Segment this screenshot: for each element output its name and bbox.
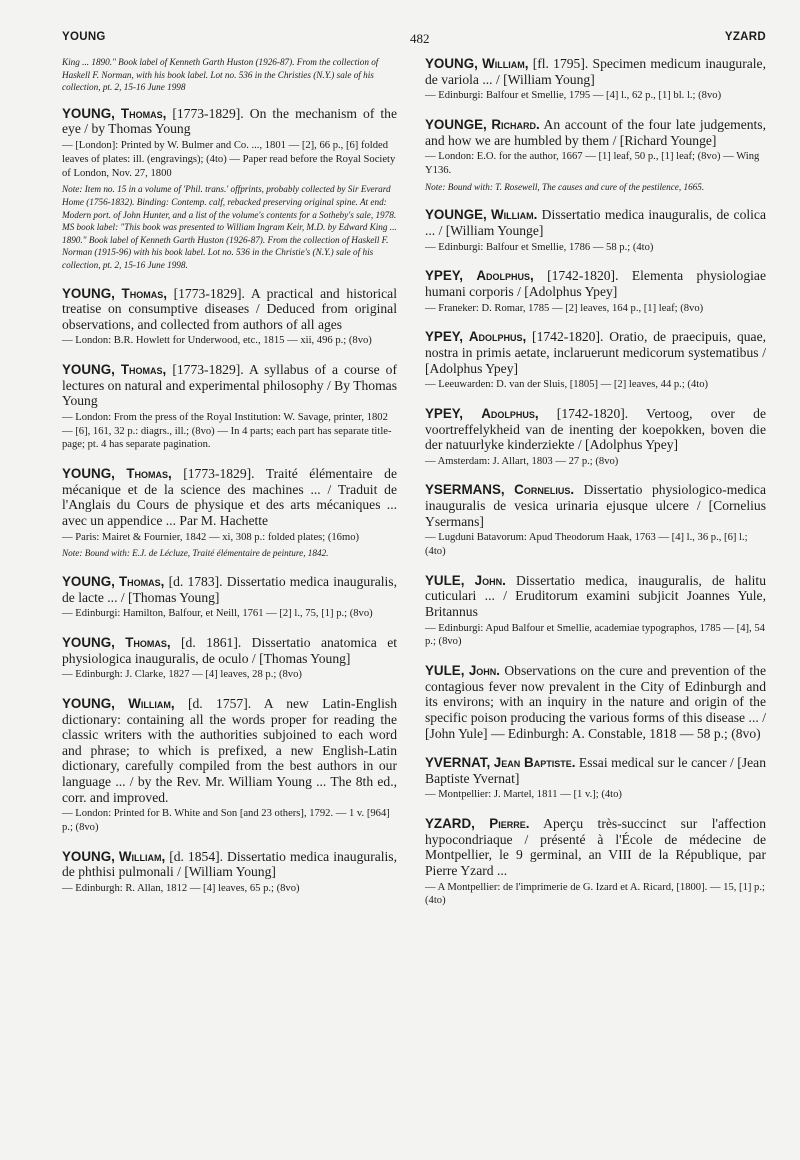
entry-heading xyxy=(62,106,397,137)
catalogue-entry xyxy=(62,362,397,452)
entry-surname: YOUNG, xyxy=(62,362,115,378)
entry-heading xyxy=(62,574,397,605)
entry-forename: Adolphus, xyxy=(468,329,527,345)
continued-note: King ... 1890." Book label of Kenneth Garth Huston (1926-87). From the collection of Haskell F. Norman, with his book label. Lot no. 536 in the Christies (N.Y.) sale of his collection, pt. 2, 15-16 June 1998 xyxy=(62,57,379,93)
entry-heading xyxy=(425,406,766,453)
entry-title: [1742-1820]. Elementa physiologiae humani corporis / [Adolphus Ypey] xyxy=(425,268,766,299)
entry-forename: Thomas, xyxy=(121,285,167,301)
entry-title: [fl. 1795]. Specimen medicum inaugurale, de variola ... / [William Young] xyxy=(425,56,766,87)
entry-imprint: — Edinburgi: Balfour et Smellie, 1795 — [4] l., 62 p., [1] bl. l.; (8vo) xyxy=(425,90,722,102)
entry-imprint: — [London]: Printed by W. Bulmer and Co. ..., 1801 — [2], 66 p., [6] folded leaves of plates: ill. (engravings); (4to) — Paper read before the Royal Society of London, Nov. 27, 1800 xyxy=(62,139,396,179)
entry-title: Dissertatio medica, inauguralis, de halitu cuticulari ... / Eruditorum examini subjicit Joannes Yule, Britannus xyxy=(425,572,766,620)
entry-surname: YOUNG, xyxy=(62,574,115,590)
entry-forename: Cornelius. xyxy=(514,482,575,498)
entry-forename: Thomas, xyxy=(120,105,167,121)
entry-title: [d. 1783]. Dissertatio medica inauguralis, de lacte ... / [Thomas Young] xyxy=(62,574,397,605)
catalogue-entry xyxy=(62,849,397,896)
entry-surname: YULE, xyxy=(425,663,465,679)
entry-forename: William, xyxy=(482,56,529,71)
right-column xyxy=(425,56,766,922)
entry-forename: John. xyxy=(468,663,500,679)
catalogue-entry xyxy=(425,207,766,254)
entry-heading xyxy=(425,117,766,148)
entry-forename: Thomas, xyxy=(125,635,171,651)
entry-surname: YOUNG, xyxy=(62,466,115,482)
header-left-guide-word: YOUNG xyxy=(62,31,106,43)
entry-heading xyxy=(425,207,766,238)
entry-title: [1773-1829]. A practical and historical treatise on consumptive diseases / Deduced from original observations, and collected from authors of all ages xyxy=(62,285,397,332)
entry-surname: YOUNG, xyxy=(62,848,115,864)
entry-forename: Thomas, xyxy=(119,574,165,590)
entry-heading xyxy=(62,466,397,528)
entry-title: [d. 1861]. Dissertatio anatomica et physiologica inauguralis, de oculo / [Thomas Young] xyxy=(62,635,398,666)
catalogue-entry xyxy=(425,406,766,469)
entry-imprint: — London: E.O. for the author, 1667 — [1] leaf, 50 p., [1] leaf; (8vo) — Wing Y136. xyxy=(425,151,760,176)
entry-heading xyxy=(62,849,397,880)
header-right-guide-word: YZARD xyxy=(724,31,766,43)
entry-imprint: — Leeuwarden: D. van der Sluis, [1805] — [2] leaves, 44 p.; (4to) xyxy=(425,379,709,391)
entry-imprint: — Franeker: D. Romar, 1785 — [2] leaves, 164 p., [1] leaf; (8vo) xyxy=(425,302,704,314)
entry-forename: Adolphus, xyxy=(481,405,539,421)
catalogue-entry xyxy=(425,268,766,315)
catalogue-entry xyxy=(425,56,766,103)
entry-title: [d. 1854]. Dissertatio medica inauguralis, de phthisi pulmonali / [William Young] xyxy=(62,848,397,880)
entry-surname: YZARD, xyxy=(425,816,475,832)
entry-surname: YPEY, xyxy=(425,329,463,345)
entry-title: [1773-1829]. Traité élémentaire de mécanique et de la science des machines ... / Traduit de l'Anglais du Cours de physique et des arts mécaniques ... avec un appendice ... Par M. Hachette xyxy=(62,466,397,529)
entry-forename: Adolphus, xyxy=(476,268,534,284)
catalogue-entry xyxy=(425,117,766,193)
entry-title: Aperçu très-succinct sur l'affection hypocondriaque / présenté à l'École de médecine de Montpellier, le 9 germinal, an VIII de la République, par Pierre Yzard ... xyxy=(425,816,767,878)
catalogue-entry xyxy=(62,574,397,621)
entry-imprint: — Montpellier: J. Martel, 1811 — [1 v.]; (4to) xyxy=(425,789,622,801)
entry-heading xyxy=(425,329,766,376)
entry-heading xyxy=(425,755,766,786)
catalogue-entry xyxy=(425,663,766,741)
entry-surname: YPEY, xyxy=(425,405,463,421)
entry-title: [d. 1757]. A new Latin-English dictionary: containing all the words proper for reading the classic writers with the authorities subjoined to each word and phrase; to which is prefixed, a new English-Latin dictionary, carefully compiled from the best authors in our language ... / by the Rev. Mr. William Young ... The 8th ed., corr. and improved. xyxy=(62,696,397,805)
entry-surname: YOUNG, xyxy=(62,285,115,301)
entry-imprint: — Edinburgh: J. Clarke, 1827 — [4] leaves, 28 p.; (8vo) xyxy=(62,669,302,681)
entry-heading xyxy=(425,663,766,741)
entry-surname: YOUNG, xyxy=(62,635,115,651)
page-number: 482 xyxy=(410,31,430,46)
entry-imprint: — London: From the press of the Royal Institution: W. Savage, printer, 1802 — [6], 161, 32 p.: diagrs., ill.; (8vo) — In 4 parts; each part has separate title-page; pt. 4 has separate pagination. xyxy=(62,411,392,451)
catalogue-entry xyxy=(62,696,397,835)
entry-imprint: — Edinburgh: R. Allan, 1812 — [4] leaves, 65 p.; (8vo) xyxy=(62,882,300,894)
catalogue-entry xyxy=(425,816,766,908)
entry-title: [1773-1829]. A syllabus of a course of lectures on natural and experimental philosophy / By Thomas Young xyxy=(62,362,397,409)
entry-imprint: — London: B.R. Howlett for Underwood, etc., 1815 — xii, 496 p.; (8vo) xyxy=(62,335,372,347)
entry-heading xyxy=(425,482,766,529)
entry-imprint: — Edinburgi: Hamilton, Balfour, et Neill, 1761 — [2] l., 75, [1] p.; (8vo) xyxy=(62,608,373,620)
entry-heading xyxy=(425,268,766,299)
entry-forename: Richard. xyxy=(491,116,540,132)
entry-surname: YOUNGE, xyxy=(425,207,487,223)
entry-surname: YVERNAT, xyxy=(425,755,491,771)
entry-surname: YSERMANS, xyxy=(425,482,505,498)
entry-surname: YPEY, xyxy=(425,268,463,284)
entry-imprint: — A Montpellier: de l'imprimerie de G. Izard et A. Ricard, [1800]. — 15, [1] p.; (4to) xyxy=(425,881,765,907)
entry-title: [1773-1829]. On the mechanism of the eye / by Thomas Young xyxy=(62,105,397,137)
entry-imprint: — Paris: Mairet & Fournier, 1842 — xi, 308 p.: folded plates; (16mo) xyxy=(62,531,360,543)
catalogue-entry xyxy=(62,635,397,682)
entry-heading xyxy=(62,635,397,666)
entry-title: Observations on the cure and prevention of the contagious fever now prevalent in the City of Edinburgh and its environs; with an inquiry in the nature and origin of the specific poison producing the various forms of this disease ... / [John Yule] — Edinburgh: A. Constable, 1818 — 58 p.; (8vo) xyxy=(425,663,766,741)
entry-surname: YULE, xyxy=(425,572,465,588)
entry-heading xyxy=(62,696,397,805)
catalogue-entry xyxy=(425,573,766,649)
catalogue-entry xyxy=(62,286,397,349)
entry-forename: Thomas, xyxy=(120,362,167,378)
entry-surname: YOUNG, xyxy=(62,105,115,121)
entry-heading xyxy=(425,573,766,620)
entry-imprint: — Edinburgi: Balfour et Smellie, 1786 — 58 p.; (4to) xyxy=(425,241,654,253)
entry-heading xyxy=(62,362,397,409)
entry-heading xyxy=(425,56,766,87)
entry-surname: YOUNG, xyxy=(425,56,478,71)
entry-forename: William. xyxy=(491,207,538,223)
entry-heading xyxy=(62,286,397,333)
entry-title: [1742-1820]. Vertoog, over de voortreffelykheid van de inenting der koepokken, boven die der natuurlyke kinderziekte / [Adolphus Ypey] xyxy=(425,405,766,453)
entry-title: Dissertatio physiologico-medica inauguralis de vesica urinaria ejusque ulcere / [Cornelius Ysermans] xyxy=(425,482,767,529)
entry-note: Note: Bound with: E.J. de Lécluze, Traité élémentaire de peinture, 1842. xyxy=(62,548,329,559)
entry-title: An account of the four late judgements, and how we are humbled by them / [Richard Younge] xyxy=(425,116,766,148)
entry-forename: Pierre. xyxy=(489,816,530,832)
entry-forename: Thomas, xyxy=(126,466,172,482)
entry-forename: William, xyxy=(128,696,175,711)
entry-imprint: — London: Printed for B. White and Son [and 23 others], 1792. — 1 v. [964] p.; (8vo) xyxy=(62,808,390,833)
entry-imprint: — Lugduni Batavorum: Apud Theodorum Haak, 1763 — [4] l., 36 p., [6] l.; (4to) xyxy=(425,532,748,558)
entry-note: Note: Bound with: T. Rosewell, The causes and cure of the pestilence, 1665. xyxy=(425,181,705,192)
left-column xyxy=(62,56,397,910)
entry-title: Essai medical sur le cancer / [Jean Baptiste Yvernat] xyxy=(425,755,766,786)
entry-imprint: — Amsterdam: J. Allart, 1803 — 27 p.; (8vo) xyxy=(425,455,619,467)
entry-surname: YOUNG, xyxy=(62,696,115,711)
catalogue-entry xyxy=(425,755,766,802)
entry-heading xyxy=(425,816,766,878)
catalogue-entry xyxy=(62,466,397,560)
entry-forename: John. xyxy=(474,572,506,588)
entry-forename: William, xyxy=(118,848,166,864)
entry-note: Note: Item no. 15 in a volume of 'Phil. trans.' offprints, probably collected by Sir Everard Home (1756-1832). Binding: Contemp. calf, rebacked preserving original spine. At end: Modern port. of John Hunter, and a list of the volume's contents for a Sotheby's sale, 1978. MS book label: "This book was presented to William Ingram Keir, M.D. by Edward King ... 1890." Book label of Kenneth Garth Huston (1926-87). From the collection of Haskell F. Norman (1915-96) with his book label. Lot no. 536 in the Christie's (N.Y.) sale of his collection, pt. 2, 15-16 June 1998. xyxy=(62,184,397,270)
entry-imprint: — Edinburgi: Apud Balfour et Smellie, academiae typographos, 1785 — [4], 54 p.; (8vo) xyxy=(425,622,765,648)
entry-surname: YOUNGE, xyxy=(425,116,487,132)
catalogue-entry xyxy=(425,329,766,392)
catalogue-entry xyxy=(62,106,397,272)
entry-title: Dissertatio medica inauguralis, de colica ... / [William Younge] xyxy=(425,207,766,238)
entry-title: [1742-1820]. Oratio, de praecipuis, quae, nostra in primis aetate, inclaruerunt medicorum systematibus / [Adolphus Ypey] xyxy=(425,329,767,376)
entry-forename: Jean Baptiste. xyxy=(493,755,576,771)
running-header xyxy=(62,31,766,51)
catalogue-entry xyxy=(425,482,766,558)
